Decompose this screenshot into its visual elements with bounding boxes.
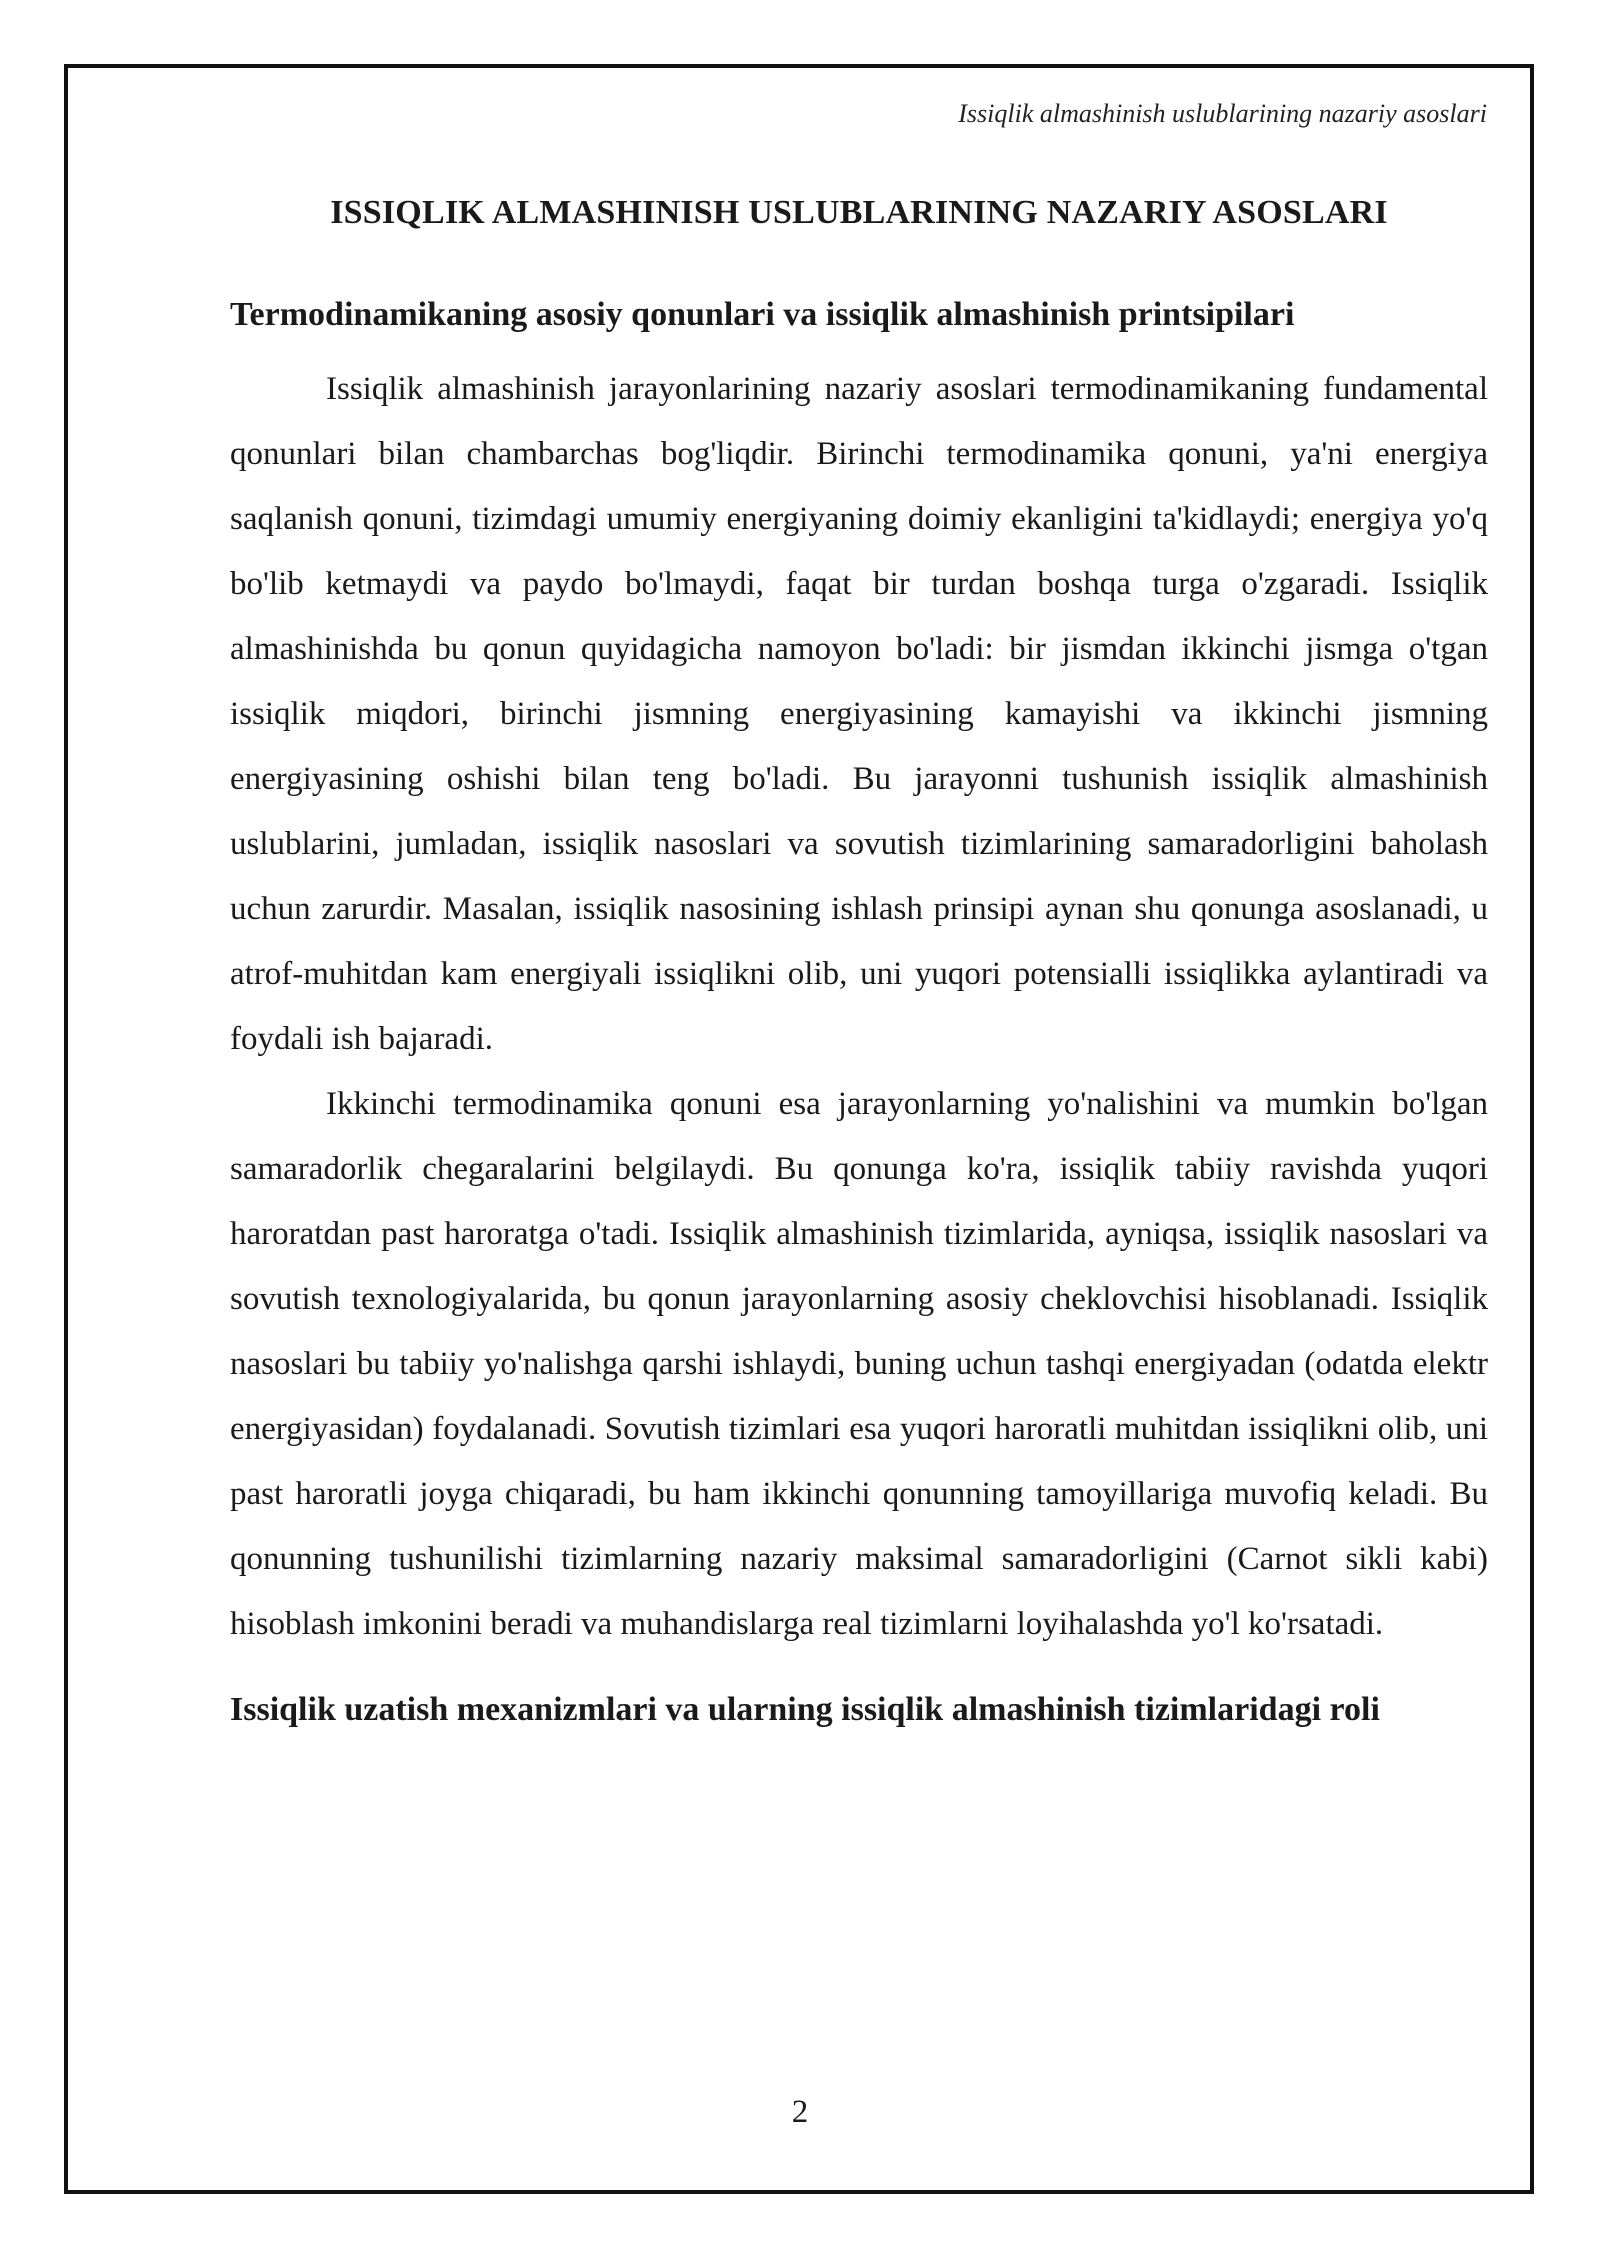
section-heading-heat-transfer: Issiqlik uzatish mexanizmlari va ularning issiqlik almashinish tizimlaridagi roli bbox=[230, 1691, 1380, 1728]
section-heading-thermodynamics: Termodinamikaning asosiy qonunlari va issiqlik almashinish printsipilari bbox=[230, 296, 1295, 333]
paragraph-second-law: Ikkinchi termodinamika qonuni esa jarayonlarning yo'nalishini va mumkin bo'lgan samaradorlik chegaralarini belgilaydi. Bu qonunga ko'ra, issiqlik tabiiy ravishda yuqori haroratdan past haroratga o'tadi. Issiqlik almashinish tizimlarida, ayniqsa, issiqlik nasoslari va sovutish texnologiyalarida, bu qonun jarayonlarning asosiy cheklovchisi hisoblanadi. Issiqlik nasoslari bu tabiiy yo'nalishga qarshi ishlaydi, buning uchun tashqi energiyadan (odatda elektr energiyasidan) foydalanadi. Sovutish tizimlari esa yuqori haroratli muhitdan issiqlikni olib, uni past haroratli joyga chiqaradi, bu ham ikkinchi qonunning tamoyillariga muvofiq keladi. Bu qonunning tushunilishi tizimlarning nazariy maksimal samaradorligini (Carnot sikli kabi) hisoblash imkonini beradi va muhandislarga real tizimlarni loyihalashda yo'l ko'rsatadi. bbox=[230, 1086, 1488, 1642]
page-number: 2 bbox=[791, 2094, 809, 2130]
running-header: Issiqlik almashinish uslublarining nazariy asoslari bbox=[958, 99, 1487, 128]
document-body bbox=[230, 188, 1488, 1742]
paragraph-first-law: Issiqlik almashinish jarayonlarining nazariy asoslari termodinamikaning fundamental qonunlari bilan chambarchas bog'liqdir. Birinchi termodinamika qonuni, ya'ni energiya saqlanish qonuni, tizimdagi umumiy energiyaning doimiy ekanligini ta'kidlaydi; energiya yo'q bo'lib ketmaydi va paydo bo'lmaydi, faqat bir turdan boshqa turga o'zgaradi. Issiqlik almashinishda bu qonun quyidagicha namoyon bo'ladi: bir jismdan ikkinchi jismga o'tgan issiqlik miqdori, birinchi jismning energiyasining kamayishi va ikkinchi jismning energiyasining oshishi bilan teng bo'ladi. Bu jarayonni tushunish issiqlik almashinish uslublarini, jumladan, issiqlik nasoslari va sovutish tizimlarining samaradorligini baholash uchun zarurdir. Masalan, issiqlik nasosining ishlash prinsipi aynan shu qonunga asoslanadi, u atrof-muhitdan kam energiyali issiqlikni olib, uni yuqori potensialli issiqlikka aylantiradi va foydali ish bajaradi. bbox=[230, 371, 1488, 1057]
document-title: ISSIQLIK ALMASHINISH USLUBLARINING NAZARIY ASOSLARI bbox=[330, 194, 1388, 231]
